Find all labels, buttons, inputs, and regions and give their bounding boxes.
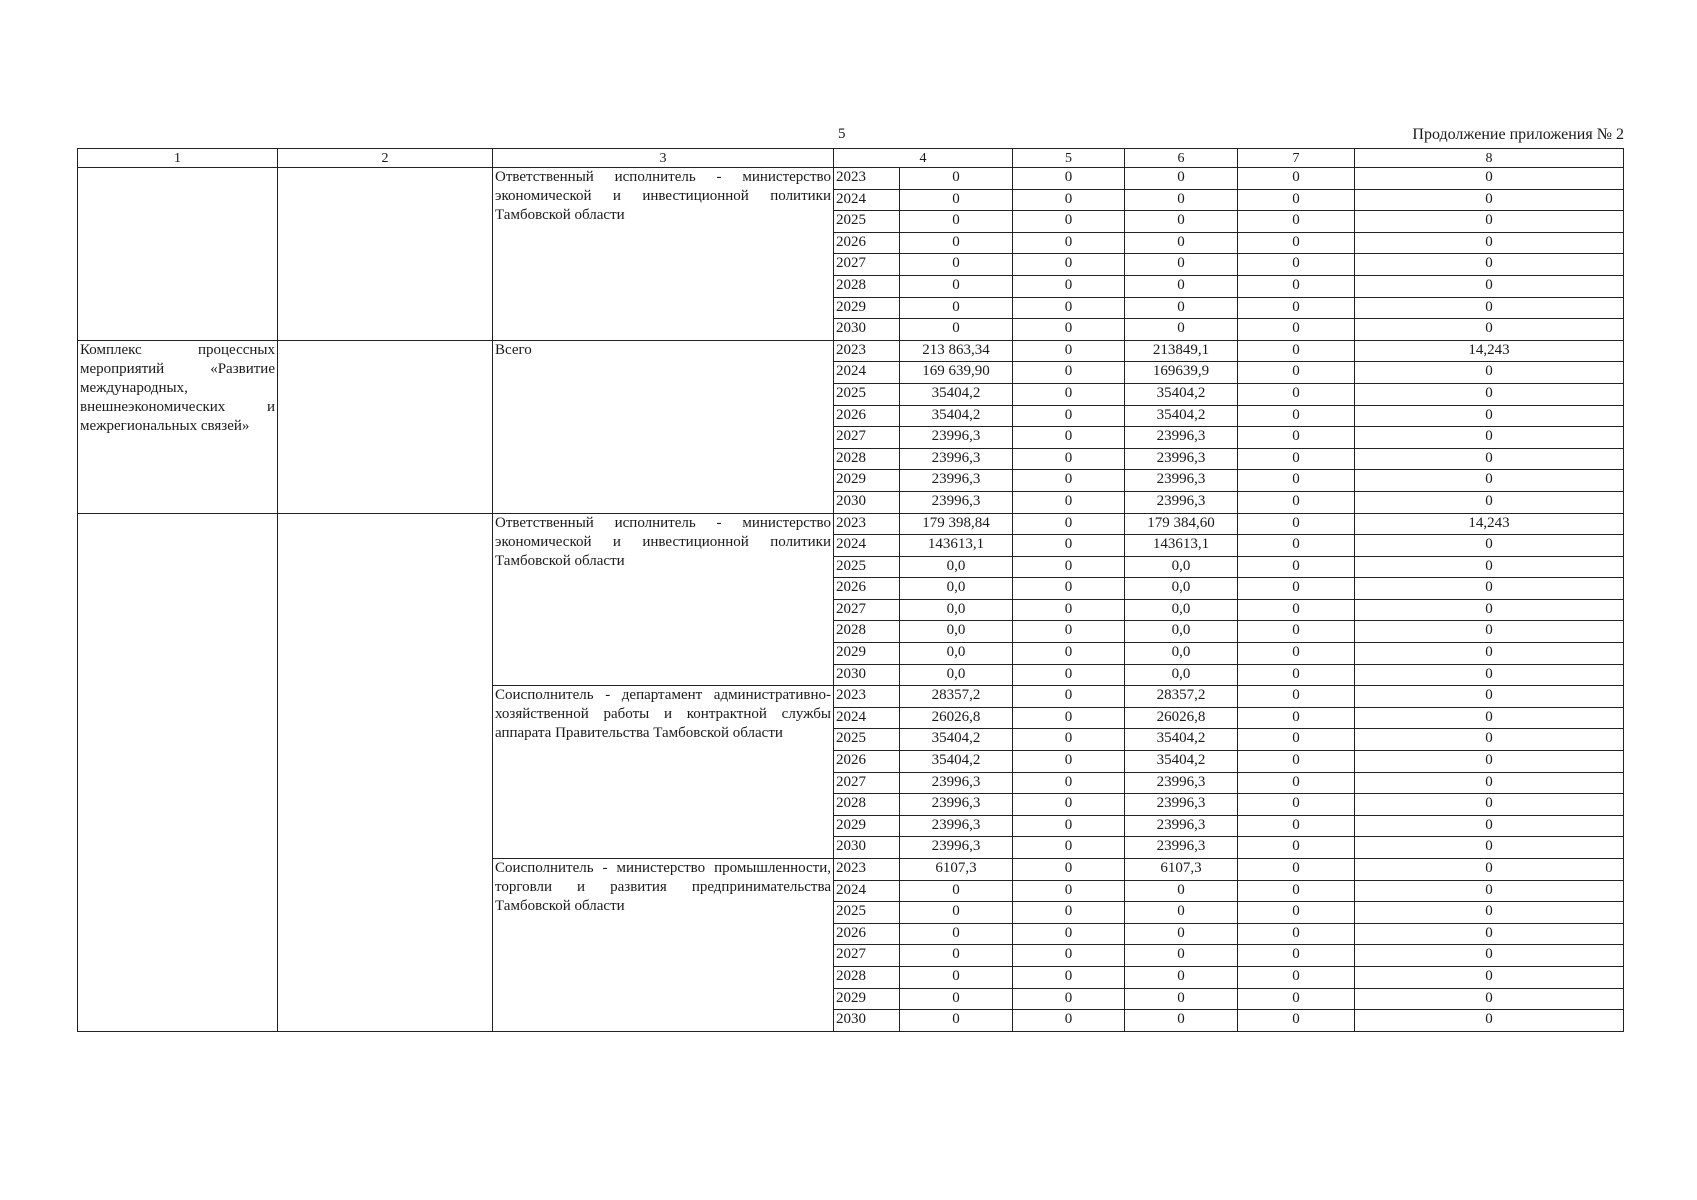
amount-cell: 23996,3 bbox=[1125, 794, 1238, 816]
amount-cell: 0 bbox=[900, 319, 1013, 341]
amount-cell: 0 bbox=[1355, 297, 1624, 319]
amount-cell: 0 bbox=[1125, 297, 1238, 319]
year-cell: 2024 bbox=[834, 189, 900, 211]
year-cell: 2028 bbox=[834, 966, 900, 988]
amount-cell: 0 bbox=[1013, 470, 1125, 492]
year-cell: 2025 bbox=[834, 211, 900, 233]
program-name-cell: Комплекс процессных мероприятий «Развитие международных, внешнеэкономических и межрегиональных связей» bbox=[78, 340, 278, 513]
amount-cell: 35404,2 bbox=[900, 383, 1013, 405]
amount-cell: 0 bbox=[1013, 232, 1125, 254]
amount-cell: 0,0 bbox=[900, 621, 1013, 643]
amount-cell: 143613,1 bbox=[1125, 535, 1238, 557]
amount-cell: 23996,3 bbox=[900, 448, 1013, 470]
amount-cell: 0 bbox=[1013, 254, 1125, 276]
amount-cell: 35404,2 bbox=[1125, 383, 1238, 405]
amount-cell: 179 398,84 bbox=[900, 513, 1013, 535]
amount-cell: 0,0 bbox=[900, 556, 1013, 578]
amount-cell: 0 bbox=[1355, 923, 1624, 945]
executor-cell: Соисполнитель - департамент административно-хозяйственной работы и контрактной службы аппарата Правительства Тамбовской области bbox=[493, 686, 834, 859]
amount-cell: 0 bbox=[1013, 923, 1125, 945]
amount-cell: 0 bbox=[1238, 643, 1355, 665]
amount-cell: 0 bbox=[1355, 859, 1624, 881]
amount-cell: 0 bbox=[1238, 513, 1355, 535]
year-cell: 2029 bbox=[834, 815, 900, 837]
amount-cell: 0 bbox=[1238, 902, 1355, 924]
amount-cell: 0 bbox=[1238, 880, 1355, 902]
amount-cell: 0 bbox=[1355, 1010, 1624, 1032]
amount-cell: 0 bbox=[1238, 664, 1355, 686]
amount-cell: 0 bbox=[1355, 319, 1624, 341]
year-cell: 2025 bbox=[834, 556, 900, 578]
amount-cell: 23996,3 bbox=[1125, 837, 1238, 859]
amount-cell: 0 bbox=[1125, 945, 1238, 967]
amount-cell: 0 bbox=[1125, 254, 1238, 276]
amount-cell: 23996,3 bbox=[900, 427, 1013, 449]
header-cell: 2 bbox=[278, 149, 493, 168]
amount-cell: 35404,2 bbox=[900, 729, 1013, 751]
amount-cell: 0 bbox=[900, 945, 1013, 967]
year-cell: 2029 bbox=[834, 297, 900, 319]
amount-cell: 0 bbox=[1355, 599, 1624, 621]
amount-cell: 0 bbox=[1355, 751, 1624, 773]
amount-cell: 213 863,34 bbox=[900, 340, 1013, 362]
amount-cell: 0 bbox=[1355, 815, 1624, 837]
amount-cell: 0 bbox=[1013, 880, 1125, 902]
amount-cell: 35404,2 bbox=[900, 405, 1013, 427]
amount-cell: 0 bbox=[1013, 794, 1125, 816]
amount-cell: 6107,3 bbox=[1125, 859, 1238, 881]
budget-table-container bbox=[77, 148, 1624, 1032]
amount-cell: 0 bbox=[900, 297, 1013, 319]
amount-cell: 0 bbox=[1355, 556, 1624, 578]
amount-cell: 0 bbox=[1013, 707, 1125, 729]
year-cell: 2029 bbox=[834, 643, 900, 665]
amount-cell: 0 bbox=[1013, 859, 1125, 881]
year-cell: 2023 bbox=[834, 168, 900, 190]
amount-cell: 0 bbox=[1355, 362, 1624, 384]
amount-cell: 0 bbox=[900, 211, 1013, 233]
column-2-cell bbox=[278, 513, 493, 1031]
amount-cell: 23996,3 bbox=[900, 491, 1013, 513]
amount-cell: 28357,2 bbox=[1125, 686, 1238, 708]
amount-cell: 0 bbox=[1013, 297, 1125, 319]
amount-cell: 0 bbox=[1238, 837, 1355, 859]
amount-cell: 0 bbox=[1013, 383, 1125, 405]
amount-cell: 0 bbox=[1238, 729, 1355, 751]
amount-cell: 0 bbox=[900, 988, 1013, 1010]
amount-cell: 0 bbox=[900, 880, 1013, 902]
amount-cell: 0 bbox=[1013, 945, 1125, 967]
amount-cell: 0 bbox=[1238, 815, 1355, 837]
amount-cell: 0 bbox=[1238, 578, 1355, 600]
amount-cell: 35404,2 bbox=[1125, 751, 1238, 773]
amount-cell: 0 bbox=[1238, 707, 1355, 729]
page-number: 5 bbox=[838, 126, 846, 142]
amount-cell: 28357,2 bbox=[900, 686, 1013, 708]
executor-cell: Ответственный исполнитель - министерство экономической и инвестиционной политики Тамбовской области bbox=[493, 168, 834, 341]
header-cell: 8 bbox=[1355, 149, 1624, 168]
amount-cell: 0 bbox=[1013, 513, 1125, 535]
year-cell: 2025 bbox=[834, 729, 900, 751]
year-cell: 2027 bbox=[834, 254, 900, 276]
appendix-continuation-note: Продолжение приложения № 2 bbox=[1412, 126, 1624, 143]
amount-cell: 0 bbox=[1013, 621, 1125, 643]
amount-cell: 0 bbox=[1013, 427, 1125, 449]
amount-cell: 0 bbox=[1238, 491, 1355, 513]
amount-cell: 0 bbox=[1355, 232, 1624, 254]
amount-cell: 0 bbox=[1125, 988, 1238, 1010]
amount-cell: 0 bbox=[1013, 168, 1125, 190]
amount-cell: 0 bbox=[1238, 340, 1355, 362]
amount-cell: 213849,1 bbox=[1125, 340, 1238, 362]
year-cell: 2029 bbox=[834, 470, 900, 492]
amount-cell: 0 bbox=[1238, 751, 1355, 773]
executor-cell: Ответственный исполнитель - министерство экономической и инвестиционной политики Тамбовской области bbox=[493, 513, 834, 686]
year-cell: 2023 bbox=[834, 340, 900, 362]
amount-cell: 0 bbox=[1355, 772, 1624, 794]
amount-cell: 0 bbox=[1238, 427, 1355, 449]
amount-cell: 35404,2 bbox=[900, 751, 1013, 773]
year-cell: 2026 bbox=[834, 232, 900, 254]
amount-cell: 0 bbox=[900, 275, 1013, 297]
amount-cell: 0 bbox=[1125, 880, 1238, 902]
amount-cell: 0 bbox=[1013, 1010, 1125, 1032]
amount-cell: 0 bbox=[1013, 211, 1125, 233]
amount-cell: 0 bbox=[1355, 427, 1624, 449]
year-cell: 2027 bbox=[834, 772, 900, 794]
amount-cell: 0 bbox=[1238, 535, 1355, 557]
amount-cell: 0 bbox=[1238, 362, 1355, 384]
table-row bbox=[78, 168, 1624, 190]
amount-cell: 35404,2 bbox=[1125, 729, 1238, 751]
year-cell: 2025 bbox=[834, 383, 900, 405]
amount-cell: 0 bbox=[1013, 902, 1125, 924]
amount-cell: 23996,3 bbox=[1125, 470, 1238, 492]
amount-cell: 0 bbox=[1238, 383, 1355, 405]
amount-cell: 0 bbox=[1238, 319, 1355, 341]
budget-table bbox=[77, 148, 1624, 1032]
amount-cell: 0,0 bbox=[1125, 578, 1238, 600]
year-cell: 2030 bbox=[834, 491, 900, 513]
column-2-cell bbox=[278, 168, 493, 341]
amount-cell: 0 bbox=[1125, 966, 1238, 988]
amount-cell: 169 639,90 bbox=[900, 362, 1013, 384]
amount-cell: 23996,3 bbox=[900, 815, 1013, 837]
amount-cell: 0 bbox=[1238, 297, 1355, 319]
year-cell: 2024 bbox=[834, 362, 900, 384]
amount-cell: 143613,1 bbox=[900, 535, 1013, 557]
amount-cell: 0 bbox=[1238, 794, 1355, 816]
amount-cell: 0 bbox=[1013, 189, 1125, 211]
amount-cell: 0 bbox=[1125, 902, 1238, 924]
amount-cell: 0 bbox=[1013, 643, 1125, 665]
amount-cell: 23996,3 bbox=[900, 772, 1013, 794]
amount-cell: 0,0 bbox=[1125, 556, 1238, 578]
amount-cell: 0 bbox=[1355, 902, 1624, 924]
amount-cell: 169639,9 bbox=[1125, 362, 1238, 384]
amount-cell: 0 bbox=[1238, 275, 1355, 297]
amount-cell: 0 bbox=[1355, 254, 1624, 276]
amount-cell: 0 bbox=[1125, 319, 1238, 341]
amount-cell: 0 bbox=[1355, 664, 1624, 686]
amount-cell: 0 bbox=[1238, 232, 1355, 254]
amount-cell: 0 bbox=[900, 923, 1013, 945]
year-cell: 2026 bbox=[834, 751, 900, 773]
amount-cell: 0 bbox=[1013, 448, 1125, 470]
amount-cell: 0 bbox=[1355, 275, 1624, 297]
amount-cell: 0 bbox=[900, 168, 1013, 190]
amount-cell: 0 bbox=[1355, 168, 1624, 190]
amount-cell: 0 bbox=[1013, 405, 1125, 427]
header-cell: 6 bbox=[1125, 149, 1238, 168]
amount-cell: 0 bbox=[1238, 859, 1355, 881]
amount-cell: 0 bbox=[1238, 189, 1355, 211]
amount-cell: 0 bbox=[1238, 599, 1355, 621]
amount-cell: 6107,3 bbox=[900, 859, 1013, 881]
amount-cell: 0 bbox=[900, 254, 1013, 276]
amount-cell: 0 bbox=[1013, 686, 1125, 708]
year-cell: 2030 bbox=[834, 1010, 900, 1032]
amount-cell: 0 bbox=[1355, 448, 1624, 470]
amount-cell: 0 bbox=[1238, 966, 1355, 988]
amount-cell: 0 bbox=[1355, 535, 1624, 557]
amount-cell: 0 bbox=[1013, 556, 1125, 578]
header-cell: 5 bbox=[1013, 149, 1125, 168]
amount-cell: 0 bbox=[1238, 211, 1355, 233]
amount-cell: 0 bbox=[1355, 837, 1624, 859]
amount-cell: 0 bbox=[1125, 923, 1238, 945]
amount-cell: 23996,3 bbox=[1125, 448, 1238, 470]
amount-cell: 0 bbox=[1125, 189, 1238, 211]
header-cell: 1 bbox=[78, 149, 278, 168]
amount-cell: 0 bbox=[1355, 189, 1624, 211]
amount-cell: 0 bbox=[1355, 211, 1624, 233]
amount-cell: 0 bbox=[1355, 491, 1624, 513]
year-cell: 2027 bbox=[834, 945, 900, 967]
amount-cell: 0 bbox=[1125, 232, 1238, 254]
amount-cell: 0 bbox=[1125, 275, 1238, 297]
amount-cell: 0 bbox=[1013, 837, 1125, 859]
amount-cell: 0 bbox=[1013, 751, 1125, 773]
year-cell: 2024 bbox=[834, 535, 900, 557]
year-cell: 2026 bbox=[834, 578, 900, 600]
amount-cell: 0 bbox=[1355, 383, 1624, 405]
amount-cell: 0 bbox=[900, 966, 1013, 988]
amount-cell: 0 bbox=[1355, 729, 1624, 751]
amount-cell: 0 bbox=[900, 232, 1013, 254]
amount-cell: 14,243 bbox=[1355, 513, 1624, 535]
year-cell: 2026 bbox=[834, 405, 900, 427]
amount-cell: 0 bbox=[1238, 405, 1355, 427]
amount-cell: 0 bbox=[1013, 362, 1125, 384]
year-cell: 2028 bbox=[834, 794, 900, 816]
header-row bbox=[78, 149, 1624, 168]
amount-cell: 0 bbox=[1013, 772, 1125, 794]
header-cell: 3 bbox=[493, 149, 834, 168]
budget-table-body bbox=[78, 149, 1624, 1032]
amount-cell: 26026,8 bbox=[1125, 707, 1238, 729]
amount-cell: 23996,3 bbox=[1125, 491, 1238, 513]
amount-cell: 23996,3 bbox=[900, 794, 1013, 816]
year-cell: 2030 bbox=[834, 319, 900, 341]
amount-cell: 23996,3 bbox=[900, 837, 1013, 859]
amount-cell: 0,0 bbox=[1125, 643, 1238, 665]
amount-cell: 0 bbox=[1355, 686, 1624, 708]
year-cell: 2023 bbox=[834, 686, 900, 708]
amount-cell: 0 bbox=[1013, 988, 1125, 1010]
amount-cell: 0 bbox=[1238, 988, 1355, 1010]
amount-cell: 0 bbox=[1238, 923, 1355, 945]
amount-cell: 0 bbox=[1013, 340, 1125, 362]
amount-cell: 0 bbox=[1238, 556, 1355, 578]
year-cell: 2030 bbox=[834, 664, 900, 686]
amount-cell: 0 bbox=[1355, 988, 1624, 1010]
amount-cell: 0 bbox=[900, 902, 1013, 924]
amount-cell: 0,0 bbox=[900, 643, 1013, 665]
amount-cell: 0 bbox=[1238, 168, 1355, 190]
amount-cell: 0 bbox=[1238, 448, 1355, 470]
amount-cell: 0 bbox=[1013, 664, 1125, 686]
amount-cell: 0 bbox=[1355, 794, 1624, 816]
amount-cell: 0 bbox=[1355, 643, 1624, 665]
executor-cell: Соисполнитель - министерство промышленности, торговли и развития предпринимательства Тамбовской области bbox=[493, 859, 834, 1032]
amount-cell: 23996,3 bbox=[900, 470, 1013, 492]
year-cell: 2024 bbox=[834, 707, 900, 729]
amount-cell: 0 bbox=[1355, 578, 1624, 600]
amount-cell: 0 bbox=[1355, 707, 1624, 729]
amount-cell: 0 bbox=[1238, 621, 1355, 643]
amount-cell: 23996,3 bbox=[1125, 772, 1238, 794]
amount-cell: 0 bbox=[1238, 254, 1355, 276]
year-cell: 2028 bbox=[834, 621, 900, 643]
amount-cell: 0,0 bbox=[900, 599, 1013, 621]
amount-cell: 0,0 bbox=[900, 578, 1013, 600]
header-cell: 7 bbox=[1238, 149, 1355, 168]
amount-cell: 0 bbox=[1013, 578, 1125, 600]
year-cell: 2023 bbox=[834, 513, 900, 535]
program-name-cell bbox=[78, 168, 278, 341]
amount-cell: 0,0 bbox=[1125, 621, 1238, 643]
year-cell: 2024 bbox=[834, 880, 900, 902]
year-cell: 2027 bbox=[834, 599, 900, 621]
amount-cell: 0 bbox=[1013, 319, 1125, 341]
amount-cell: 0 bbox=[1013, 599, 1125, 621]
amount-cell: 0 bbox=[1013, 275, 1125, 297]
amount-cell: 0 bbox=[1013, 966, 1125, 988]
amount-cell: 0 bbox=[1125, 1010, 1238, 1032]
amount-cell: 26026,8 bbox=[900, 707, 1013, 729]
amount-cell: 35404,2 bbox=[1125, 405, 1238, 427]
year-cell: 2027 bbox=[834, 427, 900, 449]
amount-cell: 0 bbox=[1013, 535, 1125, 557]
amount-cell: 0 bbox=[1013, 729, 1125, 751]
program-name-cell bbox=[78, 513, 278, 1031]
amount-cell: 0 bbox=[1013, 491, 1125, 513]
year-cell: 2025 bbox=[834, 902, 900, 924]
year-cell: 2028 bbox=[834, 275, 900, 297]
amount-cell: 0 bbox=[900, 1010, 1013, 1032]
amount-cell: 0,0 bbox=[1125, 664, 1238, 686]
amount-cell: 0 bbox=[1355, 405, 1624, 427]
amount-cell: 0 bbox=[1355, 945, 1624, 967]
executor-cell: Всего bbox=[493, 340, 834, 513]
amount-cell: 0 bbox=[1238, 1010, 1355, 1032]
amount-cell: 0,0 bbox=[900, 664, 1013, 686]
amount-cell: 0 bbox=[1355, 880, 1624, 902]
amount-cell: 0 bbox=[1238, 470, 1355, 492]
year-cell: 2028 bbox=[834, 448, 900, 470]
amount-cell: 23996,3 bbox=[1125, 427, 1238, 449]
amount-cell: 179 384,60 bbox=[1125, 513, 1238, 535]
column-2-cell bbox=[278, 340, 493, 513]
amount-cell: 0 bbox=[1355, 966, 1624, 988]
table-row bbox=[78, 340, 1624, 362]
header-cell: 4 bbox=[834, 149, 1013, 168]
year-cell: 2026 bbox=[834, 923, 900, 945]
year-cell: 2030 bbox=[834, 837, 900, 859]
amount-cell: 0 bbox=[1238, 945, 1355, 967]
amount-cell: 0 bbox=[1238, 686, 1355, 708]
table-row bbox=[78, 513, 1624, 535]
year-cell: 2029 bbox=[834, 988, 900, 1010]
amount-cell: 0 bbox=[1355, 470, 1624, 492]
year-cell: 2023 bbox=[834, 859, 900, 881]
amount-cell: 14,243 bbox=[1355, 340, 1624, 362]
amount-cell: 0 bbox=[1125, 211, 1238, 233]
amount-cell: 0 bbox=[1238, 772, 1355, 794]
amount-cell: 23996,3 bbox=[1125, 815, 1238, 837]
amount-cell: 0 bbox=[900, 189, 1013, 211]
amount-cell: 0 bbox=[1013, 815, 1125, 837]
amount-cell: 0 bbox=[1355, 621, 1624, 643]
amount-cell: 0,0 bbox=[1125, 599, 1238, 621]
amount-cell: 0 bbox=[1125, 168, 1238, 190]
